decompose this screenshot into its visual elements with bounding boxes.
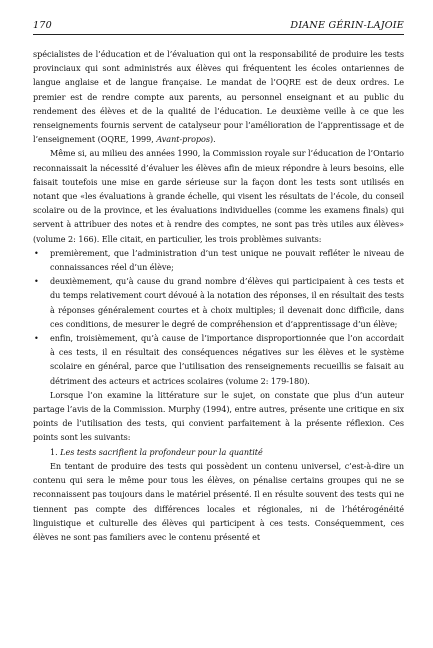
bullet-text: enfin, troisièmement, qu’à cause de l’importance disproportionnée que l’on accordait à ces tests, il en résultait des conséquences négatives sur les élèves et le système scolaire en général, parce que l’utilisation des renseignements recueillis se faisait au détriment des acteurs et actrices scolaires (volume 2: 179-180). <box>50 333 404 386</box>
italic-reference: Avant-propos <box>156 134 210 145</box>
running-header <box>33 20 404 35</box>
paragraph-universal-content: En tentant de produire des tests qui possèdent un contenu universel, c’est-à-dire un contenu qui sera le même pour tous les élèves, on pénalise certains groupes qui ne se reconnaissent pas toujours dans le matériel présenté. Il en résulte souvent des tests qui ne tiennent pas compte des différences locales et régionales, ni de l’hétérogénéité linguistique et culturelle des élèves qui participent à ces tests. Conséquemment, ces élèves ne sont pas familiers avec le contenu présenté et <box>33 460 404 542</box>
bullet-mark: • <box>34 247 39 258</box>
paragraph-continued: spécialistes de l’éducation et de l’évaluation qui ont la responsabilité de produire les tests provinciaux qui sont administrés aux élèves qui fréquentent les écoles ontariennes de langue anglaise et de langue française. Le mandat de l’OQRE est de deux ordres. Le premier est de rendre compte aux parents, au personnel enseignant et au public du rendement des élèves et de la qualité de l’éducation. Le deuxième veille à ce que les renseignements fournis servent de catalyseur pour l’amélioration de l’apprentissage et de l’enseignement (OQRE, 1999, Avant-propos). <box>33 49 404 145</box>
item-title: Les tests sacrifient la profondeur pour la quantité <box>60 446 263 457</box>
page-number: 170 <box>33 20 52 31</box>
paragraph-commission: Même si, au milieu des années 1990, la Commission royale sur l’éducation de l’Ontario reconnaissait la nécessité d’évaluer les élèves afin de mieux répondre à leurs besoins, elle faisait toutefois une mise en garde sérieuse sur la façon dont les tests sont utilisés en notant que «les évaluations à grande échelle, qui visent les résultats de l’école, du conseil scolaire ou de la province, et les évaluations individuelles (comme les examens finals) qui servent à attribuer des notes et à rendre des comptes, ne sont pas très utiles aux élèves» (volume 2: 166). Elle citait, en particulier, les trois problèmes suivants: <box>33 148 404 244</box>
document-page <box>33 20 404 544</box>
paragraph-literature: Lorsque l’on examine la littérature sur le sujet, on constate que plus d’un auteur partage l’avis de la Commission. Murphy (1994), entre autres, présente une critique en six points de l’utilisation des tests, qui convient parfaitement à la présente réflexion. Ces points sont les suivants: <box>33 389 404 443</box>
bullet-item-3 <box>33 331 404 388</box>
bullet-text: premièrement, que l’administration d’un test unique ne pouvait refléter le niveau de connaissances réel d’un élève; <box>50 247 404 273</box>
bullet-mark: • <box>34 276 39 287</box>
page-body <box>33 47 404 544</box>
bullet-item-2 <box>33 274 404 331</box>
running-author: DIANE GÉRIN-LAJOIE <box>290 20 404 31</box>
bullet-mark: • <box>34 333 39 344</box>
item-number: 1. <box>50 446 58 457</box>
numbered-item-1 <box>33 445 404 459</box>
bullet-text: deuxièmement, qu’à cause du grand nombre d’élèves qui participaient à ces tests et du temps relativement court dévoué à la notation des réponses, il en résultait des tests à réponses généralement courtes et à choix multiples; il devenait donc difficile, dans ces conditions, de mesurer le degré de compréhension et d’apprentissage d’un élève; <box>50 276 404 329</box>
bullet-item-1 <box>33 246 404 274</box>
